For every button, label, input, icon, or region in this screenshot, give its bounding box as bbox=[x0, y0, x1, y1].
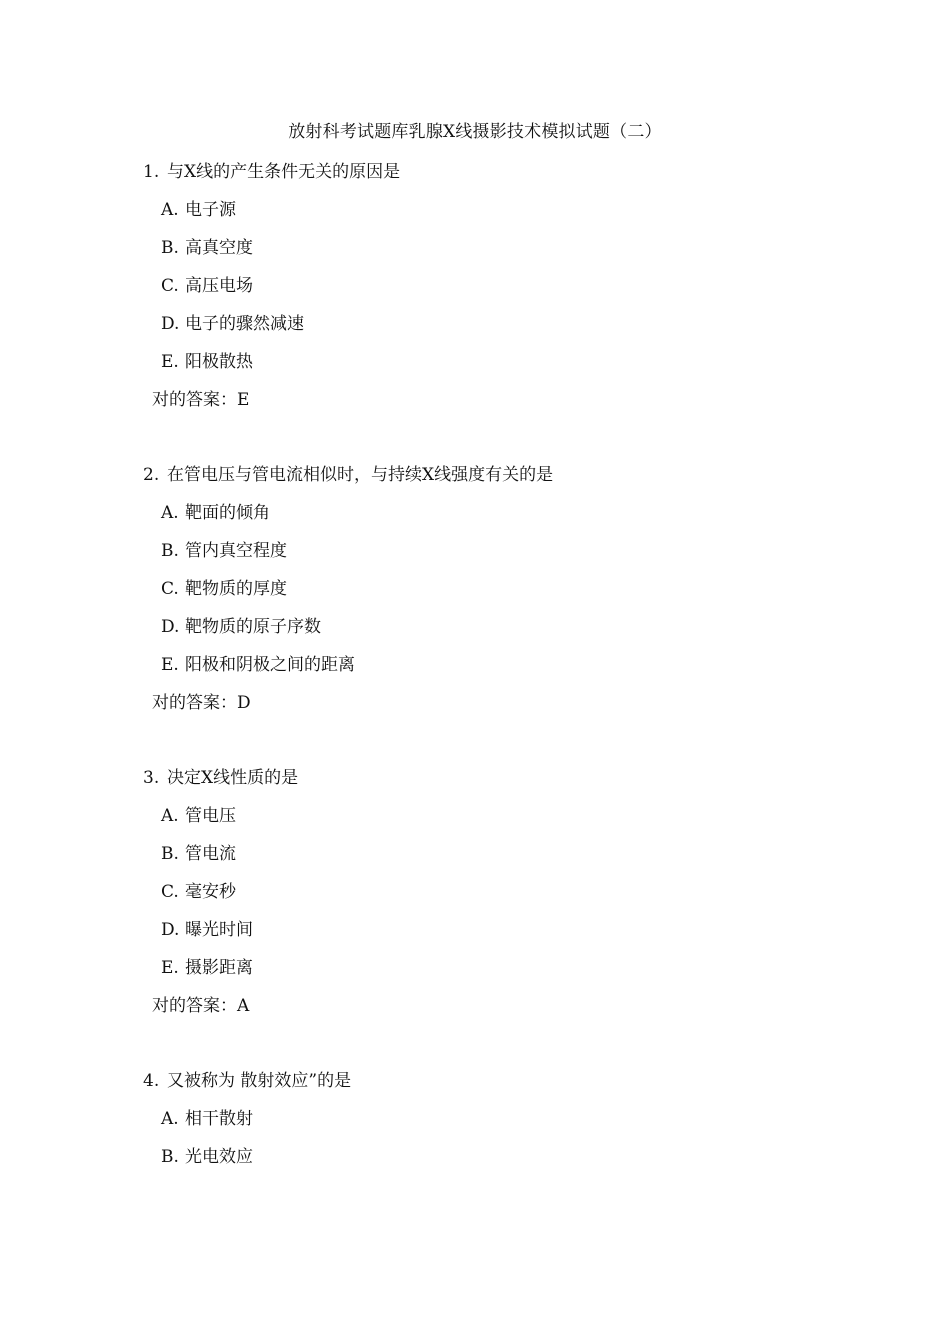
option-b bbox=[161, 236, 253, 260]
option-letter: D. bbox=[161, 920, 180, 940]
question-text: 决定X线性质的是 bbox=[167, 768, 299, 788]
question-number: 3. bbox=[143, 768, 160, 788]
option-text: 管电压 bbox=[185, 806, 236, 826]
option-b bbox=[161, 539, 287, 563]
option-letter: D. bbox=[161, 314, 180, 334]
question-stem bbox=[143, 463, 553, 487]
option-a bbox=[161, 804, 236, 828]
option-a bbox=[161, 1107, 253, 1131]
option-text: 靶物质的原子序数 bbox=[185, 617, 321, 637]
option-text: 阳极和阴极之间的距离 bbox=[185, 655, 355, 675]
option-text: 管内真空程度 bbox=[185, 541, 287, 561]
option-c bbox=[161, 274, 253, 298]
option-d bbox=[161, 312, 304, 336]
answer-label: 对的答案： bbox=[152, 390, 237, 410]
option-text: 光电效应 bbox=[185, 1147, 253, 1167]
answer-value: A bbox=[237, 996, 250, 1016]
question-text: 在管电压与管电流相似时，与持续X线强度有关的是 bbox=[167, 465, 554, 485]
option-e bbox=[161, 956, 253, 980]
option-letter: C. bbox=[161, 276, 179, 296]
option-text: 摄影距离 bbox=[185, 958, 253, 978]
option-d bbox=[161, 918, 253, 942]
option-letter: A. bbox=[161, 200, 179, 220]
option-letter: E. bbox=[161, 655, 179, 675]
answer-label: 对的答案： bbox=[152, 996, 237, 1016]
option-text: 电子的骤然减速 bbox=[185, 314, 304, 334]
answer-label: 对的答案： bbox=[152, 693, 237, 713]
option-letter: E. bbox=[161, 352, 179, 372]
option-letter: C. bbox=[161, 579, 179, 599]
option-e bbox=[161, 350, 253, 374]
option-a bbox=[161, 501, 270, 525]
question-stem bbox=[143, 766, 298, 790]
page-title: 放射科考试题库乳腺X线摄影技术模拟试题（二） bbox=[288, 122, 662, 142]
answer-line bbox=[152, 691, 251, 715]
option-letter: B. bbox=[161, 541, 179, 561]
option-b bbox=[161, 1145, 253, 1169]
option-a bbox=[161, 198, 236, 222]
option-text: 高压电场 bbox=[185, 276, 253, 296]
option-c bbox=[161, 577, 287, 601]
question-text: 又被称为 散射效应”的是 bbox=[167, 1071, 352, 1091]
option-letter: A. bbox=[161, 503, 179, 523]
option-letter: A. bbox=[161, 806, 179, 826]
option-text: 管电流 bbox=[185, 844, 236, 864]
question-text: 与X线的产生条件无关的原因是 bbox=[167, 162, 401, 182]
option-letter: A. bbox=[161, 1109, 179, 1129]
option-c bbox=[161, 880, 236, 904]
option-letter: B. bbox=[161, 844, 179, 864]
answer-line bbox=[152, 994, 249, 1018]
option-b bbox=[161, 842, 236, 866]
answer-value: E bbox=[237, 390, 250, 410]
option-text: 靶物质的厚度 bbox=[185, 579, 287, 599]
option-letter: C. bbox=[161, 882, 179, 902]
question-number: 2. bbox=[143, 465, 160, 485]
option-letter: B. bbox=[161, 238, 179, 258]
option-letter: E. bbox=[161, 958, 179, 978]
option-e bbox=[161, 653, 355, 677]
option-letter: B. bbox=[161, 1147, 179, 1167]
option-text: 高真空度 bbox=[185, 238, 253, 258]
question-number: 4. bbox=[143, 1071, 160, 1091]
option-text: 相干散射 bbox=[185, 1109, 253, 1129]
question-stem bbox=[143, 1069, 351, 1093]
question-number: 1. bbox=[143, 162, 160, 182]
option-text: 阳极散热 bbox=[185, 352, 253, 372]
question-stem bbox=[143, 160, 400, 184]
option-text: 毫安秒 bbox=[185, 882, 236, 902]
option-text: 曝光时间 bbox=[185, 920, 253, 940]
answer-value: D bbox=[237, 693, 251, 713]
option-d bbox=[161, 615, 321, 639]
answer-line bbox=[152, 388, 249, 412]
option-text: 电子源 bbox=[185, 200, 236, 220]
option-text: 靶面的倾角 bbox=[185, 503, 270, 523]
option-letter: D. bbox=[161, 617, 180, 637]
